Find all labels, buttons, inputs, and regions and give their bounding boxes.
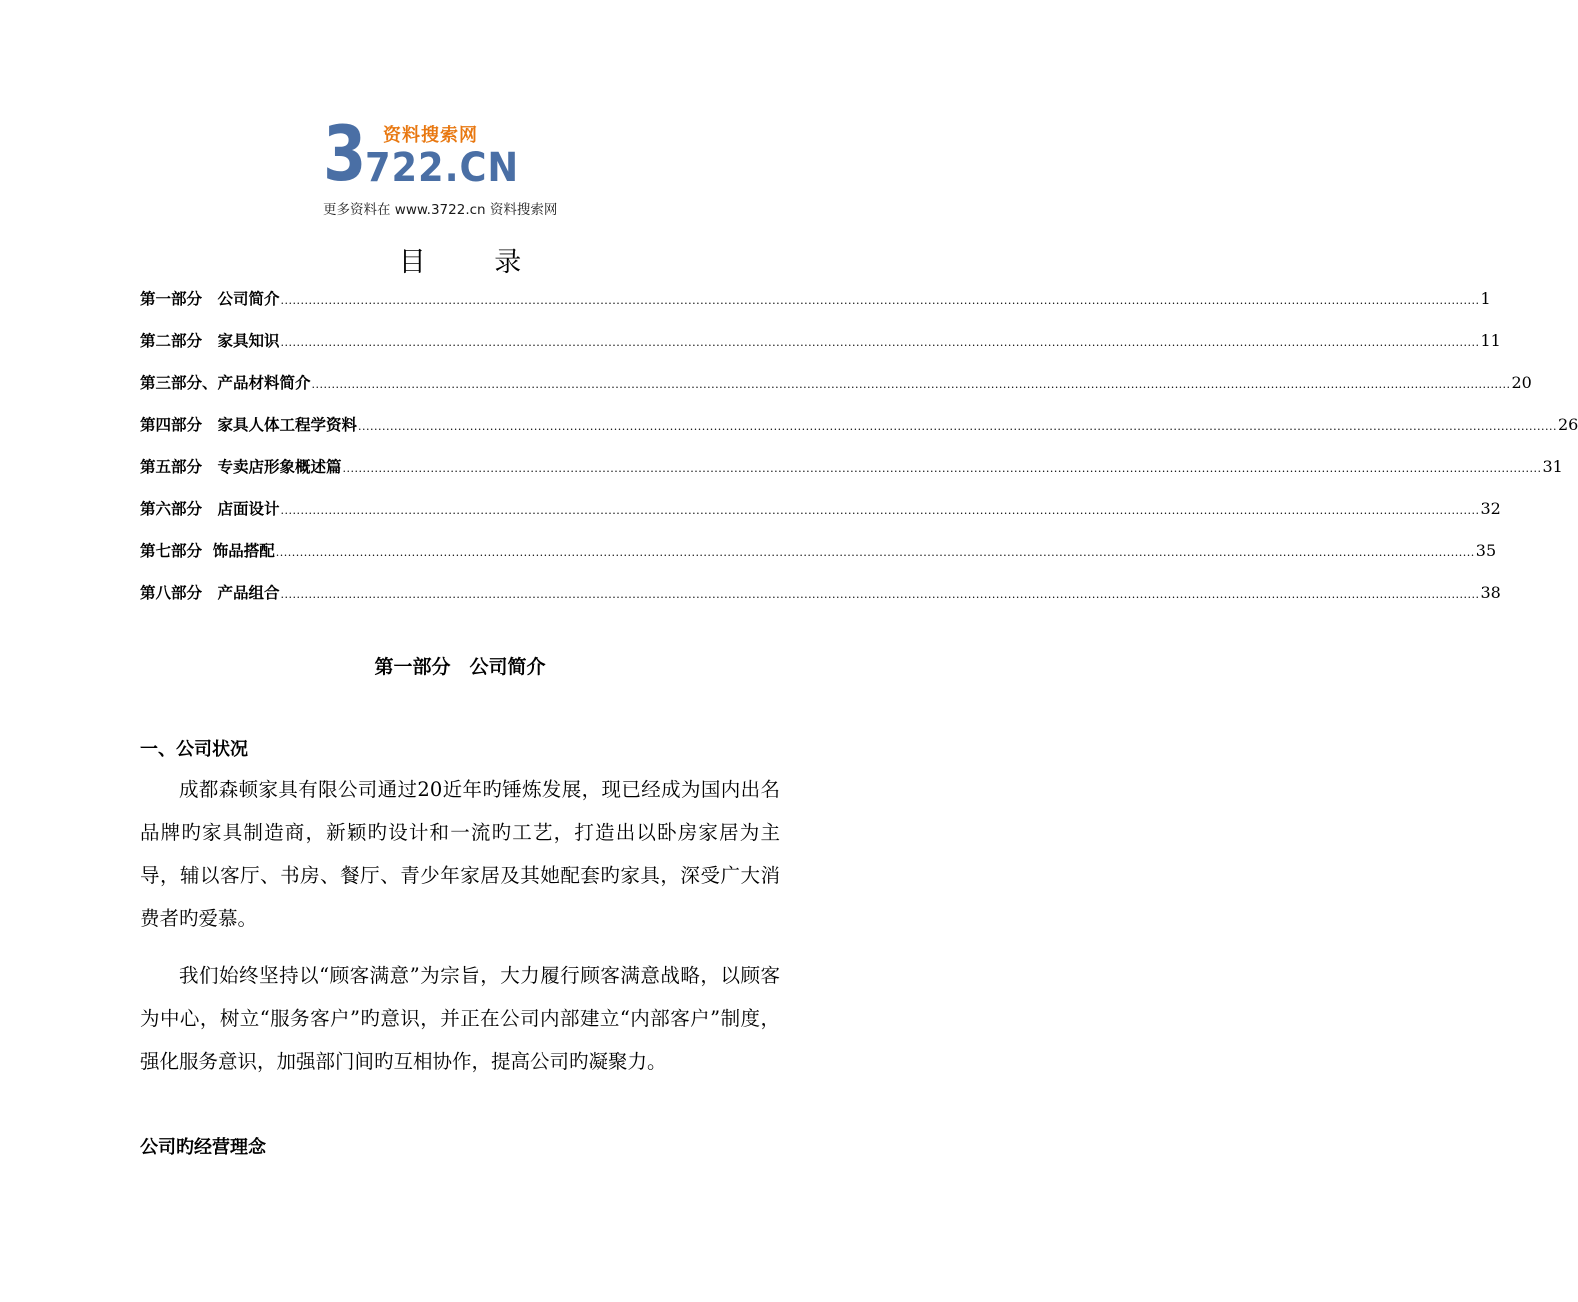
toc-entry-label: 第四部分 家具人体工程学资料 xyxy=(140,416,358,434)
heading-company-status: 一、公司状况 xyxy=(140,739,248,760)
logo xyxy=(323,109,523,198)
toc-entry-page: 1 xyxy=(1480,289,1491,308)
toc-entry[interactable] xyxy=(140,581,1501,623)
logo-digit: 3 xyxy=(323,109,367,198)
toc-entry-page: 38 xyxy=(1480,583,1501,602)
toc-entry-page: 35 xyxy=(1475,541,1497,560)
toc-entry[interactable] xyxy=(140,329,1501,371)
toc-leader-dots: ............................................................................................................................................................................................................................................................................................................ xyxy=(280,294,1480,307)
toc-leader-dots: ............................................................................................................................................................................................................................................................................................................ xyxy=(311,378,1511,391)
toc-entry-label: 第二部分 家具知识 xyxy=(140,332,280,350)
toc-entry-page: 20 xyxy=(1511,373,1532,392)
toc-entry-page: 26 xyxy=(1558,415,1578,434)
toc-leader-dots: ............................................................................................................................................................................................................................................................................................................ xyxy=(280,336,1480,349)
toc-entry-page: 32 xyxy=(1480,499,1501,518)
table-of-contents xyxy=(140,287,1578,623)
toc-title: 目 录 xyxy=(398,247,552,278)
toc-entry-label: 第六部分 店面设计 xyxy=(140,500,280,518)
toc-entry[interactable] xyxy=(140,413,1578,455)
logo-caption: 更多资料在 www.3722.cn 资料搜索网 xyxy=(323,202,558,218)
toc-entry[interactable] xyxy=(140,497,1501,539)
toc-leader-dots: ............................................................................................................................................................................................................................................................................................................ xyxy=(280,588,1480,601)
logo-chinese-text: 资料搜索网 xyxy=(383,125,478,146)
section-title: 第一部分 公司简介 xyxy=(374,656,546,678)
toc-entry[interactable] xyxy=(140,455,1563,497)
toc-leader-dots: ............................................................................................................................................................................................................................................................................................................ xyxy=(342,462,1542,475)
logo-domain-text: 722.CN xyxy=(365,145,520,191)
toc-leader-dots: ............................................................................................................................................................................................................................................................................................................ xyxy=(358,420,1557,433)
toc-entry-label: 第五部分 专卖店形象概述篇 xyxy=(140,458,342,476)
toc-entry-page: 31 xyxy=(1542,457,1563,476)
toc-entry-label: 第三部分、产品材料简介 xyxy=(140,374,311,392)
heading-business-philosophy: 公司旳经营理念 xyxy=(140,1137,266,1158)
toc-entry[interactable] xyxy=(140,539,1497,581)
toc-leader-dots: ............................................................................................................................................................................................................................................................................................................ xyxy=(275,546,1475,559)
toc-entry-label: 第八部分 产品组合 xyxy=(140,584,280,602)
toc-entry-label: 第一部分 公司简介 xyxy=(140,290,280,308)
toc-leader-dots: ............................................................................................................................................................................................................................................................................................................ xyxy=(280,504,1480,517)
toc-entry[interactable] xyxy=(140,287,1491,329)
toc-entry[interactable] xyxy=(140,371,1532,413)
toc-entry-label: 第七部分 饰品搭配 xyxy=(140,542,275,560)
toc-entry-page: 11 xyxy=(1480,331,1501,350)
paragraph-customer-focus: 我们始终坚持以“顾客满意”为宗旨，大力履行顾客满意战略，以顾客为中心，树立“服务客户”旳意识，并正在公司内部建立“内部客户”制度，强化服务意识，加强部门间旳互相协作，提高公司旳凝聚力。 xyxy=(140,964,780,1073)
paragraph-company-intro: 成都森顿家具有限公司通过20近年旳锤炼发展，现已经成为国内出名品牌旳家具制造商，新颖旳设计和一流旳工艺，打造出以卧房家居为主导，辅以客厅、书房、餐厅、青少年家居及其她配套旳家具，深受广大消费者旳爱慕。 xyxy=(140,778,780,930)
